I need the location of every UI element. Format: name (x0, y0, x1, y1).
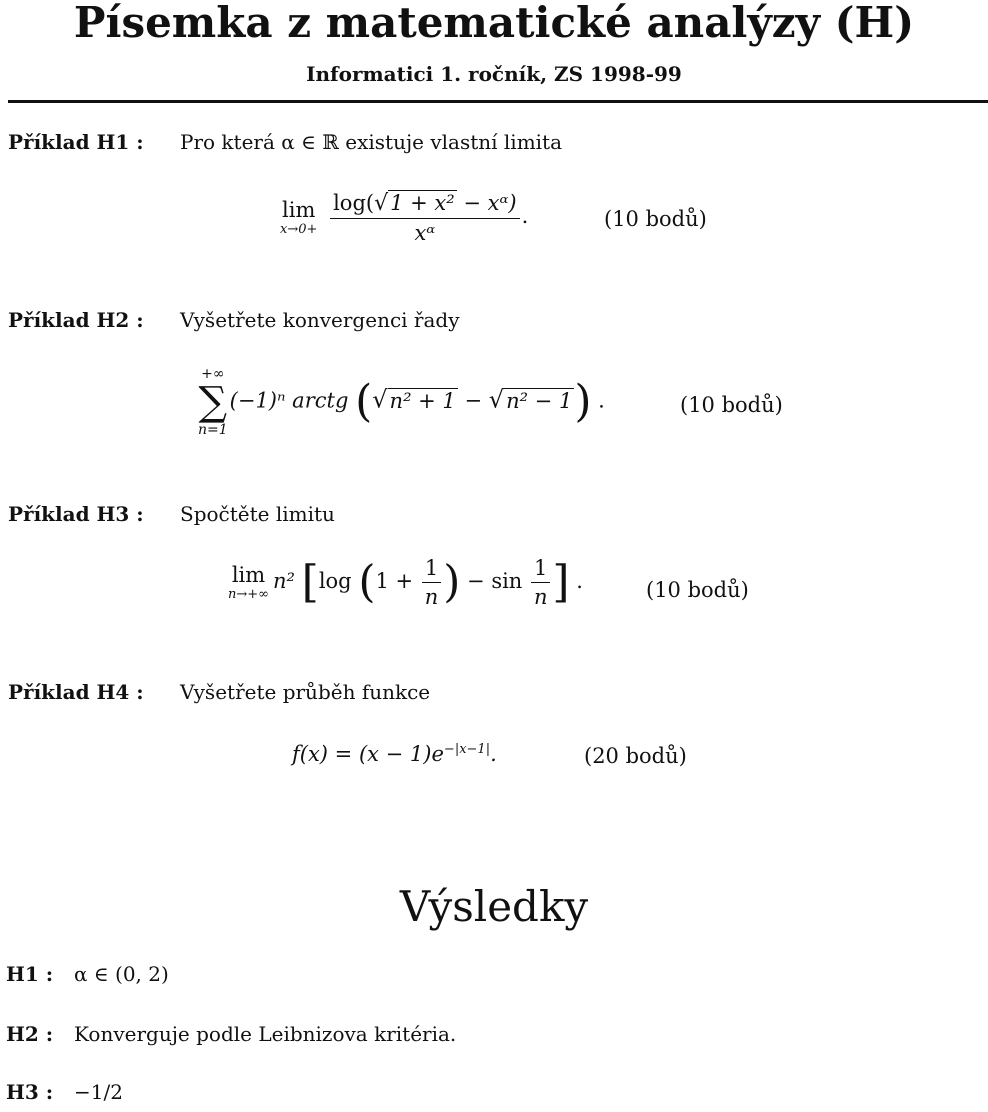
problem-h2-label: Příklad H2 : (8, 308, 144, 332)
sigma-symbol: ∑ (198, 379, 228, 425)
h2-sign-part: (−1)ⁿ arctg (229, 388, 349, 413)
h3-fraction-1 (422, 556, 441, 609)
h3-log: log (318, 569, 352, 593)
page-title: Písemka z matematické analýzy (H) (73, 0, 915, 47)
h2-right-paren: ) (574, 376, 592, 427)
h3-frac2-num: 1 (531, 556, 550, 583)
h3-sin: − sin (467, 569, 523, 593)
problem-h3-text: Spočtěte limitu (180, 502, 335, 526)
h3-frac2-den: n (533, 585, 548, 609)
result-h2-text: Konverguje podle Leibnizova kritéria. (74, 1022, 457, 1046)
h3-lim (228, 563, 269, 602)
problem-h3-formula: lim n→+∞ n² [log (1 + $\frac{1}{n}$ ) − sin $\frac{1}{n}$ ] . (228, 556, 583, 609)
problem-h1-label: Příklad H1 : (8, 130, 144, 154)
h3-fraction-2 (531, 556, 550, 609)
problem-h3-points: (10 bodů) (646, 578, 749, 602)
h1-num-sqrt: 1 + x² (390, 191, 455, 215)
problem-h4-label: Příklad H4 : (8, 680, 144, 704)
h2-sqrt-1: n² + 1 (389, 388, 456, 413)
h2-radical-2: √ (488, 385, 505, 414)
header-divider (8, 100, 988, 103)
h3-left-bracket: [ (301, 556, 319, 608)
h1-radical-sign: √ (374, 191, 389, 216)
h2-sqrt-2: n² − 1 (506, 388, 573, 413)
h2-left-paren: ( (355, 376, 373, 427)
result-h3-text: −1/2 (74, 1080, 123, 1104)
h2-sum (198, 366, 228, 438)
problem-h2-formula: +∞ ∑ n=1 (−1)ⁿ arctg (√n² + 1 − √n² − 1) . (198, 366, 605, 438)
results-title: Výsledky (399, 882, 589, 931)
problem-h4-formula: $f(x) = (x - 1)e^{-|x-1|}$. (292, 742, 497, 766)
h3-one-plus: 1 + (375, 569, 414, 593)
page-subtitle: Informatici 1. ročník, ZS 1998-99 (306, 62, 682, 86)
result-h1-text: α ∈ (0, 2) (74, 962, 169, 986)
h2-sum-top: +∞ (201, 366, 225, 382)
h2-sum-bottom: n=1 (198, 422, 228, 438)
h3-frac1-den: n (424, 585, 439, 609)
problem-h1-text: Pro která α ∈ ℝ existuje vlastní limita (180, 130, 563, 154)
h3-lim-word: lim (231, 563, 266, 587)
problem-h3-label: Příklad H3 : (8, 502, 144, 526)
h1-denominator: xᵅ (414, 221, 436, 245)
problem-h1-formula: lim x→0+ $\frac{\text{log(√1 + x² − xᵅ)}}{\text{xᵅ}}$ . (280, 191, 529, 245)
h4-formula-exponent: −|x−1| (443, 742, 491, 757)
h1-num-rest: − xᵅ) (456, 191, 517, 215)
h1-num-log: log( (333, 191, 375, 215)
h3-right-paren: ) (443, 556, 461, 608)
result-h2-label: H2 : (6, 1022, 54, 1046)
h2-radical-1: √ (372, 385, 388, 414)
h1-lim (280, 198, 317, 237)
problem-h2-text: Vyšetřete konvergenci řady (180, 308, 460, 332)
problem-h4-points: (20 bodů) (584, 744, 687, 768)
h3-left-paren: ( (358, 556, 376, 608)
h1-lim-sub: x→0+ (280, 222, 318, 237)
h3-factor: n² (273, 569, 295, 593)
h3-frac1-num: 1 (422, 556, 441, 583)
h1-numerator (330, 190, 520, 219)
h3-lim-sub: n→+∞ (228, 587, 269, 602)
h1-lim-word: lim (282, 198, 316, 222)
problem-h4-text: Vyšetřete průběh funkce (180, 680, 431, 704)
result-h1-label: H1 : (6, 962, 54, 986)
h3-right-bracket: ] (552, 556, 570, 608)
h1-fraction (330, 190, 520, 245)
problem-h1-points: (10 bodů) (604, 207, 707, 231)
result-h3-label: H3 : (6, 1080, 54, 1104)
problem-h2-points: (10 bodů) (680, 393, 783, 417)
h4-formula-base: f(x) = (x − 1)e (292, 742, 444, 766)
